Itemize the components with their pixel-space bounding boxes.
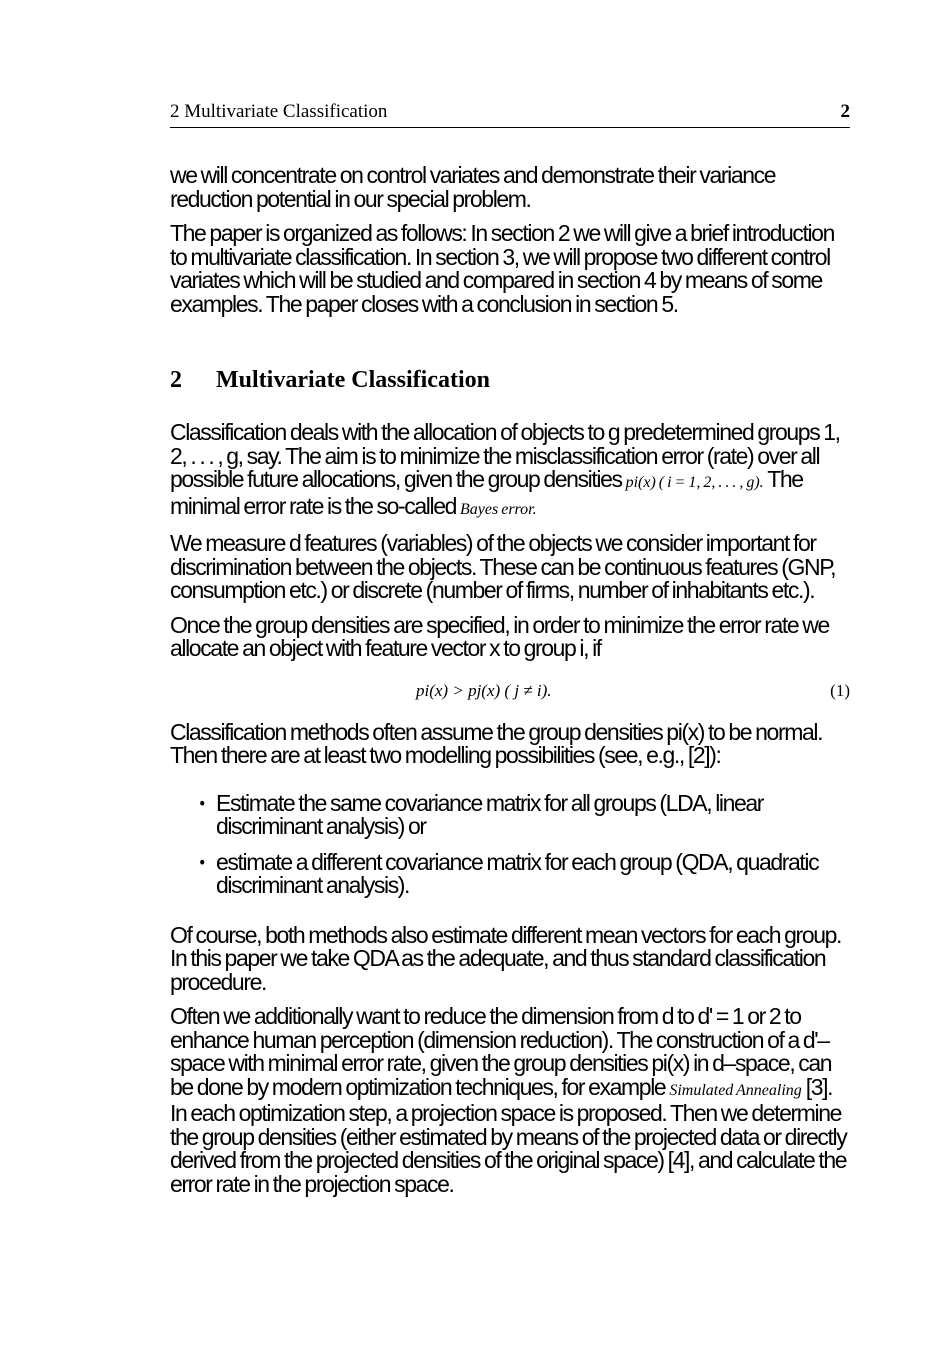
intro-paragraph-2: The paper is organized as follows: In section 2 we will give a brief introduction to multivariate classification. In section 3, we will propose two different control variates which will be studied and compared in section 4 by means of some examples. The paper closes with a conclusion in section 5.: [170, 220, 834, 317]
emphasis-term: Bayes error.: [460, 500, 537, 518]
bullet-icon: •: [198, 852, 207, 872]
section-number: 2: [170, 367, 182, 393]
section-paragraph-2: We measure d features (variables) of the objects we consider important for discrimination between the objects. These can be continuous features (GNP, consumption etc.) or discrete (number of firms, number of inhabitants etc.).: [170, 530, 836, 603]
running-title: 2 Multivariate Classification: [170, 101, 388, 122]
section-paragraph-3: Once the group densities are specified, in order to minimize the error rate we allocate an object with feature vector x to group i, if: [170, 611, 829, 661]
section-heading: [170, 367, 850, 394]
display-equation: [170, 669, 850, 711]
running-header: [170, 100, 850, 128]
section-paragraph-1: [170, 421, 850, 521]
bullet-list: [170, 789, 850, 898]
paragraph-text: [3]. In each optimization step, a projection space is proposed. Then we determine the group densities (either estimated by means of the projected data or directly derived from the projected densities of the original space) [4], and calculate the error rate in the projection space.: [170, 1073, 847, 1197]
paragraph-text: Often we additionally want to reduce the dimension from d to d' = 1 or 2 to enhance human perception (dimension reduction). The construction of a d'–space with minimal error rate, given the group densities pi(x) in d–space, can be done by modern optimization techniques, for example: [170, 1003, 832, 1100]
inline-math: pi(x) ( i = 1, 2, . . . , g).: [625, 474, 764, 491]
list-item: [170, 848, 850, 898]
intro-paragraph-1: we will concentrate on control variates and demonstrate their variance reduction potential in our special problem.: [170, 162, 776, 212]
equation-body: pi(x) > pj(x) ( j ≠ i).: [416, 680, 552, 700]
paragraph-text: The minimal error rate is the so-called: [170, 466, 803, 519]
section-title: Multivariate Classification: [216, 367, 490, 393]
paragraph-text: Classification deals with the allocation of objects to g predetermined groups 1, 2, . . . , g, say. The aim is to minimize the misclassification error (rate) over all possible future allocations, given the group densities: [170, 419, 840, 492]
section-paragraph-6: [170, 1005, 850, 1196]
list-item-text: estimate a different covariance matrix for each group (QDA, quadratic discriminant analysis).: [216, 848, 819, 898]
emphasis-term: Simulated Annealing: [669, 1081, 802, 1099]
list-item: [170, 789, 850, 839]
section-paragraph-4: Classification methods often assume the group densities pi(x) to be normal. Then there are at least two modelling possibilities (see, e.g., [2]):: [170, 718, 823, 768]
paper-page: [170, 100, 850, 1196]
bullet-icon: •: [198, 793, 207, 813]
list-item-text: Estimate the same covariance matrix for all groups (LDA, linear discriminant analysis) or: [216, 789, 764, 839]
page-number: 2: [840, 101, 850, 122]
section-paragraph-5: Of course, both methods also estimate different mean vectors for each group. In this paper we take QDA as the adequate, and thus standard classification procedure.: [170, 921, 841, 995]
equation-number: (1): [830, 680, 850, 700]
